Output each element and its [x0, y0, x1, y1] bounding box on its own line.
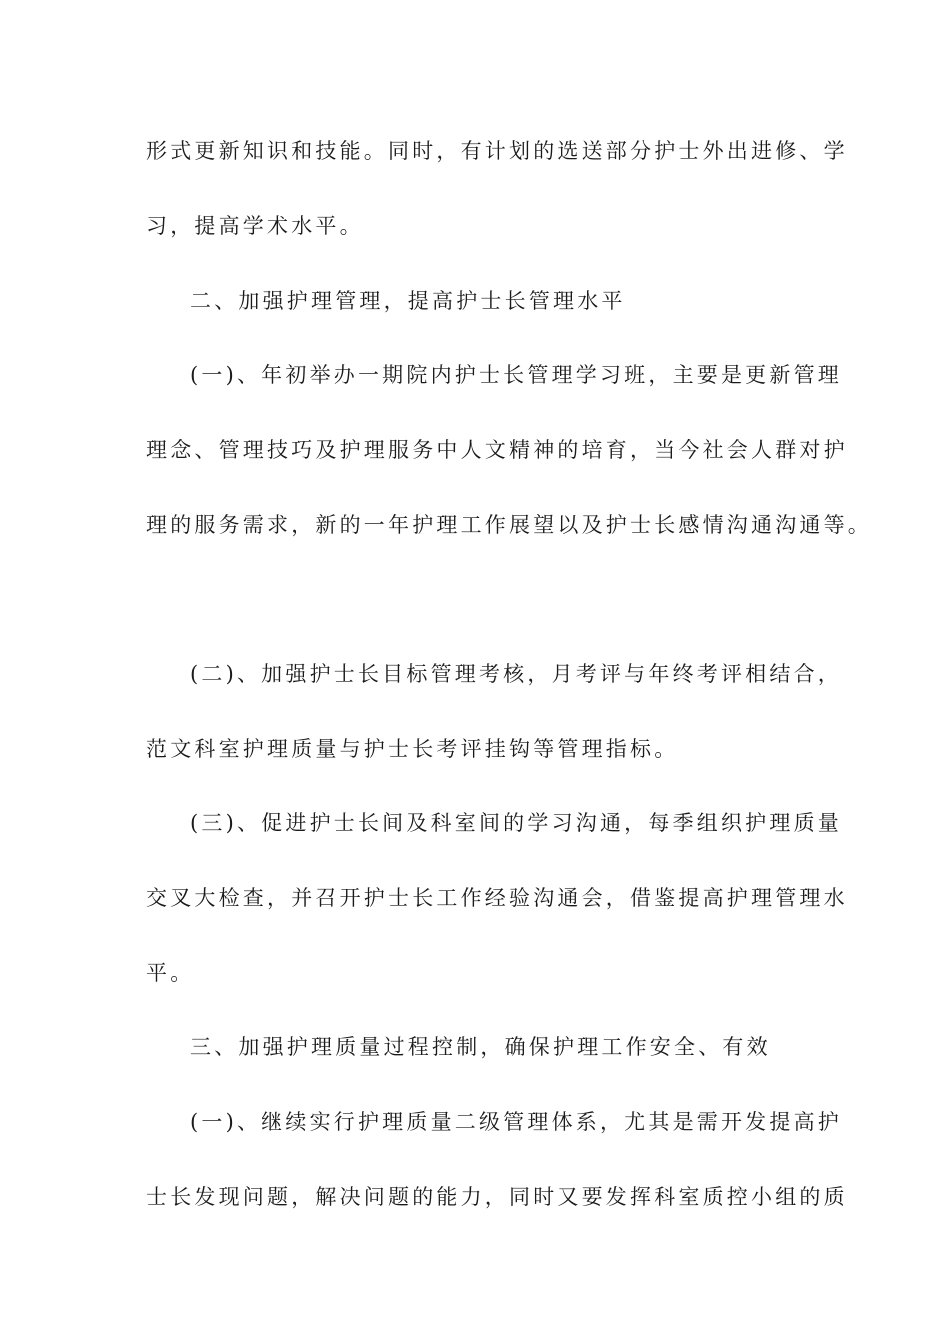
paragraph-line: 理的服务需求，新的一年护理工作展望以及护士长感情沟通沟通等。	[146, 513, 872, 537]
paragraph-line: 士长发现问题，解决问题的能力，同时又要发挥科室质控小组的质	[146, 1185, 848, 1209]
paragraph-line: 范文科室护理质量与护士长考评挂钩等管理指标。	[146, 737, 679, 761]
section-heading: 二、加强护理管理，提高护士长管理水平	[190, 289, 626, 313]
paragraph-line: 习，提高学术水平。	[146, 214, 364, 238]
paragraph-line: 平。	[146, 961, 195, 985]
paragraph-line: 交叉大检查，并召开护士长工作经验沟通会，借鉴提高护理管理水	[146, 886, 848, 910]
section-heading: 三、加强护理质量过程控制，确保护理工作安全、有效	[190, 1035, 771, 1059]
paragraph-line: (一)、继续实行护理质量二级管理体系，尤其是需开发提高护	[190, 1110, 842, 1134]
paragraph-line: (一)、年初举办一期院内护士长管理学习班，主要是更新管理	[190, 363, 842, 387]
paragraph-line: 理念、管理技巧及护理服务中人文精神的培育，当今社会人群对护	[146, 438, 848, 462]
paragraph-line: (三)、促进护士长间及科室间的学习沟通，每季组织护理质量	[190, 811, 842, 835]
paragraph-line: (二)、加强护士长目标管理考核，月考评与年终考评相结合，	[190, 662, 842, 686]
paragraph-line: 形式更新知识和技能。同时，有计划的选送部分护士外出进修、学	[146, 139, 848, 163]
